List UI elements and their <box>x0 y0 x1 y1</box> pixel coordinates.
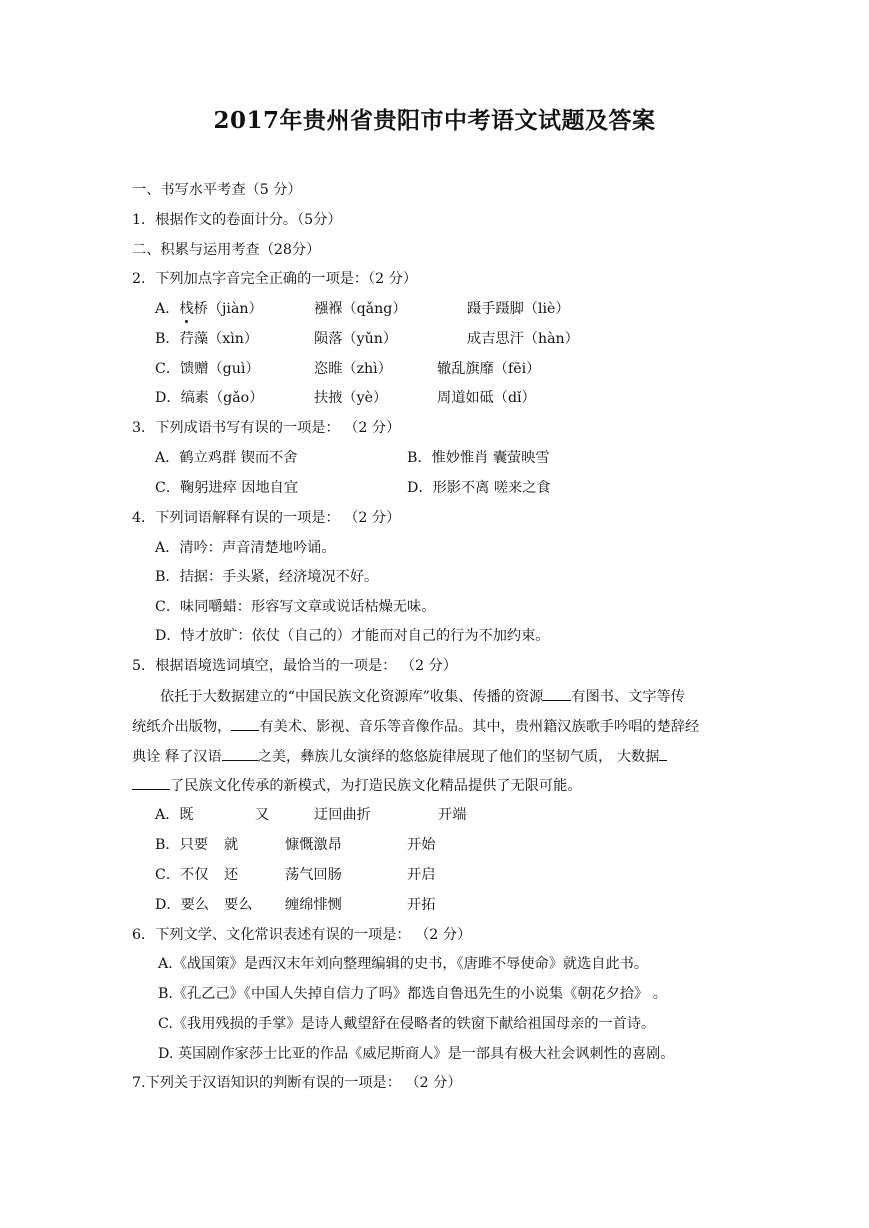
question-3-option-a: A．鹤立鸡群 锲而不舍 <box>155 450 298 466</box>
question-2-option-a <box>155 298 263 320</box>
question-2-option-b <box>155 328 258 350</box>
option-label: B． <box>155 331 180 347</box>
question-5-passage-line-4 <box>132 774 581 797</box>
question-2-option-c <box>155 358 260 380</box>
option-text: 馈赠（guì） <box>180 361 260 377</box>
question-2-option-d-col3: 周道如砥（dǐ） <box>437 390 536 406</box>
option-text: 缟素（gǎo） <box>180 390 264 406</box>
question-5-option-c-word3: 开启 <box>407 867 436 883</box>
option-label: C． <box>155 361 181 377</box>
question-5-option-c-word1: 还 <box>224 867 239 883</box>
page-title: 2017年贵州省贵阳市中考语文试题及答案 <box>213 107 656 134</box>
fill-blank-3 <box>222 745 258 761</box>
question-5-option-b-word3: 开始 <box>407 837 436 853</box>
fill-blank-4-end <box>132 774 170 790</box>
question-4-option-a: A．清吟：声音清楚地吟诵。 <box>155 540 336 556</box>
fill-blank-4-start <box>659 745 667 761</box>
question-3-option-d: D．形影不离 嗟来之食 <box>407 480 551 496</box>
question-2-option-d-col2: 扶掖（yè） <box>314 390 388 406</box>
question-2-option-c-col2: 恣睢（zhì） <box>314 361 392 377</box>
question-2-option-d <box>155 387 263 409</box>
passage-text: 典诠 释了汉语 <box>132 749 222 765</box>
question-5-option-d-word2: 缠绵悱恻 <box>285 897 342 913</box>
question-5-option-a-word1: 又 <box>255 807 270 823</box>
question-4-option-c: C．味同嚼蜡：形容写文章或说话枯燥无味。 <box>155 599 436 615</box>
section-heading-2: 二、积累与运用考查（28分） <box>132 242 321 258</box>
option-text: 荇藻（xìn） <box>179 331 259 347</box>
dotted-char: 栈 <box>179 298 193 320</box>
fill-blank-1 <box>543 685 571 701</box>
option-label: A． <box>155 301 180 317</box>
question-5-option-b-word2: 慷慨激昂 <box>285 837 342 853</box>
question-5-option-a-word3: 开端 <box>438 807 467 823</box>
passage-text: 统纸介出版物， <box>132 719 232 735</box>
question-2-option-a-col3: 蹑手蹑脚（liè） <box>467 301 570 317</box>
question-2-option-b-col3: 成吉思汗（hàn） <box>467 331 579 347</box>
question-4-option-b: B．拮据：手头紧，经济境况不好。 <box>155 569 379 585</box>
question-5-option-b-label: B．只要 <box>155 837 208 853</box>
question-2-option-c-col3: 辙乱旗靡（fēi） <box>437 361 541 377</box>
question-5-option-d-label: D．要么 <box>155 897 209 913</box>
question-6-option-a: A.《战国策》是西汉末年刘向整理编辑的史书，《唐雎不辱使命》就选自此书。 <box>158 956 649 972</box>
question-5-option-b-word1: 就 <box>224 837 239 853</box>
question-7-stem: 7.下列关于汉语知识的判断有误的一项是： （2 分） <box>132 1075 462 1091</box>
question-5-passage-line-2 <box>132 715 699 738</box>
question-5-option-d-word1: 要么 <box>224 897 253 913</box>
question-5-option-d-word3: 开拓 <box>407 897 436 913</box>
passage-text: 有图书、文字等传 <box>571 689 685 705</box>
question-5-passage-line-3 <box>132 745 667 768</box>
question-6-option-c: C.《我用残损的手掌》是诗人戴望舒在侵略者的铁窗下献给祖国母亲的一首诗。 <box>158 1016 656 1032</box>
passage-text: 有美术、影视、音乐等音像作品。其中，贵州籍汉族歌手吟唱的楚辞经 <box>259 719 700 735</box>
question-5-option-a-word2: 迂回曲折 <box>314 807 371 823</box>
question-1: 1．根据作文的卷面计分。（5分） <box>132 212 342 228</box>
question-2-option-b-col2: 陨落（yǔn） <box>314 331 398 347</box>
question-6-option-b: B.《孔乙己》《中国人失掉自信力了吗》都选自鲁迅先生的小说集《朝花夕拾》 。 <box>158 986 667 1002</box>
passage-text: 之美，彝族儿女演绎的悠悠旋律展现了他们的坚韧气质， 大数据 <box>257 749 660 765</box>
question-5-passage-line-1 <box>160 685 685 708</box>
section-heading-1: 一、书写水平考查（5 分） <box>132 182 302 198</box>
question-3-option-b: B．惟妙惟肖 囊萤映雪 <box>407 450 550 466</box>
question-5-option-c-label: C．不仅 <box>155 867 209 883</box>
passage-text: 了民族文化传承的新模式，为打造民族文化精品提供了无限可能。 <box>170 778 582 794</box>
question-2-stem: 2．下列加点字音完全正确的一项是：（2 分） <box>132 271 418 287</box>
question-4-option-d: D．恃才放旷：依仗（自己的）才能而对自己的行为不加约束。 <box>155 628 550 644</box>
question-3-option-c: C．鞠躬进瘁 因地自宜 <box>155 480 299 496</box>
question-6-option-d: D. 英国剧作家莎士比亚的作品《威尼斯商人》是一部具有极大社会讽刺性的喜剧。 <box>158 1046 675 1062</box>
question-2-option-a-col2: 襁褓（qǎng） <box>314 301 407 317</box>
option-text: 桥（jiàn） <box>193 301 263 317</box>
question-6-stem: 6．下列文学、文化常识表述有误的一项是： （2 分） <box>132 927 472 943</box>
question-5-option-a-label: A．既 <box>155 807 194 823</box>
option-label: D． <box>155 390 181 406</box>
question-5-option-c-word2: 荡气回肠 <box>285 867 342 883</box>
question-4-stem: 4．下列词语解释有误的一项是： （2 分） <box>132 510 401 526</box>
passage-text: 依托于大数据建立的“中国民族文化资源库”收集、传播的资源 <box>160 689 544 705</box>
question-3-stem: 3．下列成语书写有误的一项是： （2 分） <box>132 420 401 436</box>
question-5-stem: 5．根据语境选词填空，最恰当的一项是： （2 分） <box>132 658 458 674</box>
fill-blank-2 <box>231 715 259 731</box>
